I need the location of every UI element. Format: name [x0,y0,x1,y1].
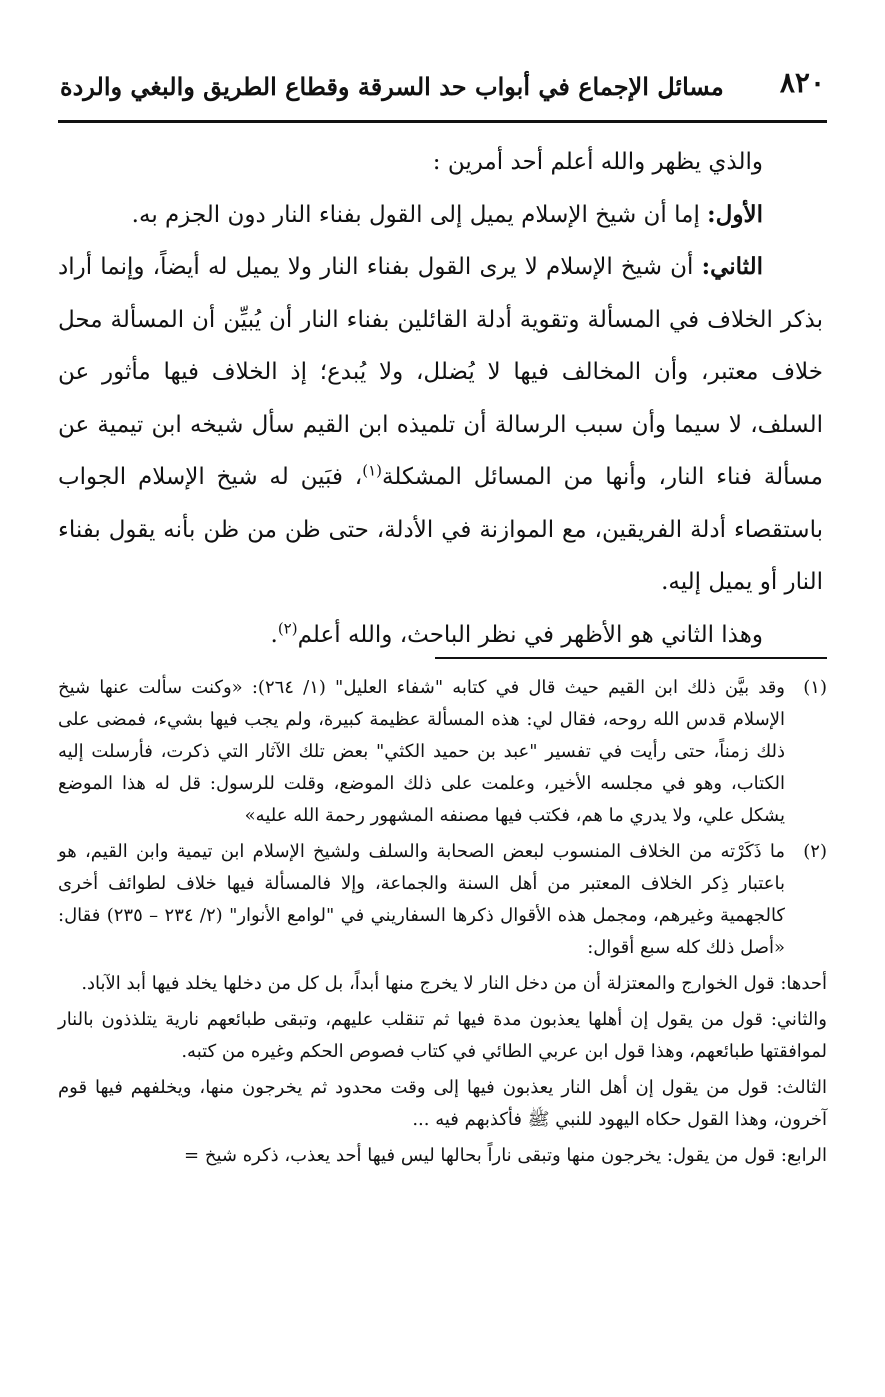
second-option-text-continued: ، فبَين له شيخ الإسلام الجواب باستقصاء أدلة الفريقين، مع الموازنة في الأدلة، حتى ظن من ظن بأنه يقول بفناء النار أو يميل إليه. [58,464,823,595]
header-divider [58,120,827,123]
first-option-paragraph [58,189,823,242]
footnote-2-item-1: أحدها: قول الخوارج والمعتزلة أن من دخل النار لا يخرج منها أبداً، بل كل من دخلها يخلد فيها أبد الآباد. [81,973,827,994]
first-option-label: الأول: [707,200,763,228]
page-number: ٨٢٠ [779,66,825,99]
footnote-text-2: ما ذَكَرْته من الخلاف المنسوب لبعض الصحابة والسلف ولشيخ الإسلام ابن تيمية وابن القيم، هو باعتبار ذِكر الخلاف المعتبر من أهل السنة والجماعة، وإلا فالمسألة فيها خلاف لطوائف أخرى كالجهمية وغيرهم، ومجمل هذه الأقوال ذكرها السفاريني في "لوامع الأنوار" (٢/ ٢٣٤ – ٢٣٥) فقال: «أصل ذلك كله سبع أقوال: [58,841,785,958]
page-header [60,66,825,114]
conclusion-text: وهذا الثاني هو الأظهر في نظر الباحث، والله أعلم [297,621,763,648]
footnote-2-item-2: والثاني: قول من يقول إن أهلها يعذبون مدة فيها ثم تنقلب عليهم، وتبقى طبائعهم نارية يتلذذون بالنار لموافقتها طبائعهم، وهذا قول ابن عربي الطائي في كتاب فصوص الحكم وغيره من كتبه. [58,1009,827,1062]
footnote-marker-1: (١) [803,677,827,698]
footnote-1 [58,672,827,832]
conclusion-paragraph [58,609,823,662]
footnote-2 [58,836,827,964]
main-text [58,136,823,661]
running-title: مسائل الإجماع في أبواب حد السرقة وقطاع الطريق والبغي والردة [60,72,724,101]
footnote-text-1: وقد بيَّن ذلك ابن القيم حيث قال في كتابه "شفاء العليل" (١/ ٢٦٤): «وكنت سألت عنها شيخ الإسلام قدس الله روحه، فقال لي: هذه المسألة عظيمة كبيرة، ولم يجب فيها بشيء، فمضى على ذلك زمناً، حتى رأيت في تفسير "عبد بن حميد الكثي" بعض تلك الآثار التي ذكرت، فأرسلت إليه الكتاب، وهو في مجلسه الأخير، وعلمت على ذلك الموضع، وقلت للرسول: قل له هذا الموضع يشكل علي، ولا يدري ما هم، فكتب فيها مصنفه المشهور رحمة الله عليه» [58,677,785,826]
conclusion-end: . [270,621,278,648]
first-option-text: إما أن شيخ الإسلام يميل إلى القول بفناء النار دون الجزم به. [131,201,708,228]
footnote-divider [435,657,827,659]
footnote-marker-2: (٢) [803,841,827,862]
footnote-2-item-4: الرابع: قول من يقول: يخرجون منها وتبقى ناراً بحالها ليس فيها أحد يعذب، ذكره شيخ = [184,1145,827,1166]
second-option-label: الثاني: [701,253,763,280]
footnotes [58,672,827,1172]
footnote-reference-1: (١) [362,461,383,480]
footnote-reference-2: (٢) [277,618,298,637]
second-option-paragraph [58,241,823,609]
second-option-text: أن شيخ الإسلام لا يرى القول بفناء النار ولا يميل له أيضاً، وإنما أراد بذكر الخلاف في المسألة وتقوية أدلة القائلين بفناء النار أن يُبيِّن أن المسألة محل خلاف معتبر، وأن المخالف فيها لا يُضلل، ولا يُبدع؛ إذ الخلاف فيها مأثور عن السلف، لا سيما وأن سبب الرسالة أن تلميذه ابن القيم سأل شيخه ابن تيمية عن مسألة فناء النار، وأنها من المسائل المشكلة [58,254,824,490]
intro-paragraph: والذي يظهر والله أعلم أحد أمرين : [432,149,763,175]
footnote-2-item-3: الثالث: قول من يقول إن أهل النار يعذبون فيها إلى وقت محدود ثم يخرجون منها، ويخلفهم فيها قوم آخرون، وهذا القول حكاه اليهود للنبي ﷺ فأكذبهم فيه ... [58,1077,827,1130]
